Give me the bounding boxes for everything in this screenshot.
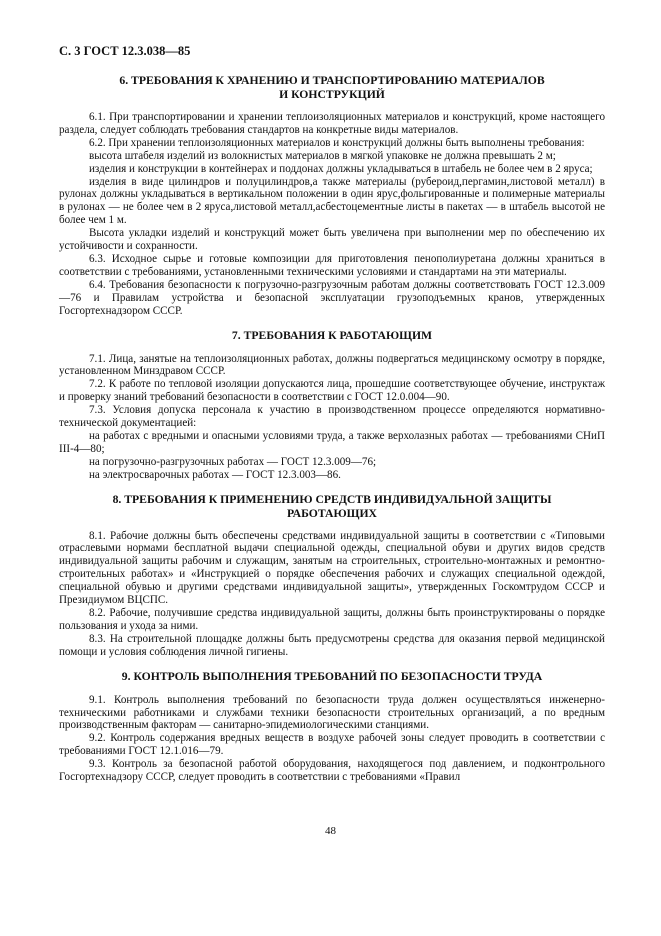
section-heading: [59, 493, 605, 521]
section-6: [59, 74, 605, 318]
paragraph: 6.2. При хранении теплоизоляционных материалов и конструкций должны быть выполнены требования:: [89, 136, 585, 149]
paragraph: 6.1. При транспортировании и хранении теплоизоляционных материалов и конструкций, кроме настоящего раздела, следует соблюдать требования стандартов на конкретные виды материалов.: [59, 111, 605, 136]
paragraph: на электросварочных работах — ГОСТ 12.3.003—86.: [89, 468, 341, 481]
section-heading: [59, 670, 605, 684]
paragraph: 9.1. Контроль выполнения требований по безопасности труда должен осуществляться инженерно-техническими работниками и службами техники безопасности строительных организаций, а по вредным производственным факторам — санитарно-эпидемиологическими станциями.: [59, 693, 605, 732]
paragraph: 9.3. Контроль за безопасной работой оборудования, находящегося под давлением, и подконтрольного Госгортехнадзору СССР, следует проводить в соответствии с требованиями «Правил: [59, 758, 605, 784]
paragraph: 6.3. Исходное сырье и готовые композиции для приготовления пенополиуретана должны храниться в соответствии с требованиями, установленными техническими условиями и стандартами на эти материалы.: [59, 252, 605, 278]
section-7: [59, 329, 605, 482]
paragraph: высота штабеля изделий из волокнистых материалов в мягкой упаковке не должна превышать 2 м;: [89, 149, 556, 162]
paragraph: на погрузочно-разгрузочных работах — ГОСТ 12.3.009—76;: [89, 455, 377, 468]
paragraph: 6.4. Требования безопасности к погрузочно-разгрузочным работам должны соответствовать ГОСТ 12.3.009—76 и Правилам устройства и безопасной эксплуатации грузоподъемных кранов, утвержденных Госгортехнадзором СССР.: [59, 278, 605, 317]
paragraph: 8.3. На строительной площадке должны быть предусмотрены средства для оказания первой медицинской помощи и условия соблюдения личной гигиены.: [59, 632, 605, 658]
section-9: [59, 670, 605, 784]
heading-line: 7. ТРЕБОВАНИЯ К РАБОТАЮЩИМ: [231, 328, 433, 342]
page-content: [59, 66, 605, 784]
section-heading: [59, 329, 605, 343]
paragraph: 8.1. Рабочие должны быть обеспечены средствами индивидуальной защиты в соответствии с «Типовыми отраслевыми нормами бесплатной выдачи специальной одежды, специальной обуви и других видов средств индивидуальной защиты рабочим и служащим, занятым на строительных, строительно-монтажных и ремонтно-строительных работах» и «Инструкцией о порядке обеспечения рабочих и служащих специальной одеждой, специальной обувью и другими средствами индивидуальной защиты», утвержденных Госкомтрудом СССР и Президиумом ВЦСПС.: [59, 529, 605, 607]
paragraph: 7.2. К работе по тепловой изоляции допускаются лица, прошедшие соответствующее обучение, инструктаж и проверку знаний требований безопасности в соответствии с ГОСТ 12.0.004—90.: [59, 378, 605, 404]
paragraph: на работах с вредными и опасными условиями труда, а также верхолазных работах — требованиями СНиП III-4—80;: [59, 429, 605, 455]
paragraph: 9.2. Контроль содержания вредных веществ в воздухе рабочей зоны следует проводить в соответствии с требованиями ГОСТ 12.1.016—79.: [59, 732, 605, 758]
heading-line: 9. КОНТРОЛЬ ВЫПОЛНЕНИЯ ТРЕБОВАНИЙ ПО БЕЗОПАСНОСТИ ТРУДА: [121, 669, 543, 683]
paragraph: 7.3. Условия допуска персонала к участию в производственном процессе определяются нормативно-технической документацией:: [59, 404, 605, 430]
section-8: [59, 493, 605, 659]
heading-line: 8. ТРЕБОВАНИЯ К ПРИМЕНЕНИЮ СРЕДСТВ ИНДИВИДУАЛЬНОЙ ЗАЩИТЫ: [112, 492, 552, 506]
heading-line: 6. ТРЕБОВАНИЯ К ХРАНЕНИЮ И ТРАНСПОРТИРОВАНИЮ МАТЕРИАЛОВ: [119, 74, 545, 87]
paragraph: изделия в виде цилиндров и полуцилиндров,а также материалы (рубероид,пергамин,листовой металл) в рулонах должны укладываться в вертикальном положении в один ярус,фольгированные и полимерные материалы в рулонах — не более чем в 2 яруса,листовой металл,асбестоцементные листы в пакетах — в штабель высотой не более чем 1 м.: [59, 175, 605, 227]
paragraph: 8.2. Рабочие, получившие средства индивидуальной защиты, должны быть проинструктированы о порядке пользования и ухода за ними.: [59, 607, 605, 632]
paragraph: 7.1. Лица, занятые на теплоизоляционных работах, должны подвергаться медицинскому осмотру в порядке, установленном Минздравом СССР.: [59, 352, 605, 378]
heading-line: РАБОТАЮЩИХ: [287, 506, 377, 520]
heading-line: И КОНСТРУКЦИЙ: [279, 88, 385, 101]
page-number: 48: [325, 825, 336, 837]
paragraph: изделия и конструкции в контейнерах и поддонах должны укладываться в штабель не более чем в 2 яруса;: [89, 162, 593, 175]
page-header: С. 3 ГОСТ 12.3.038—85: [59, 44, 191, 58]
section-heading: [59, 74, 605, 102]
paragraph: Высота укладки изделий и конструкций может быть увеличена при выполнении мер по обеспечению их устойчивости и сохранности.: [59, 227, 605, 253]
